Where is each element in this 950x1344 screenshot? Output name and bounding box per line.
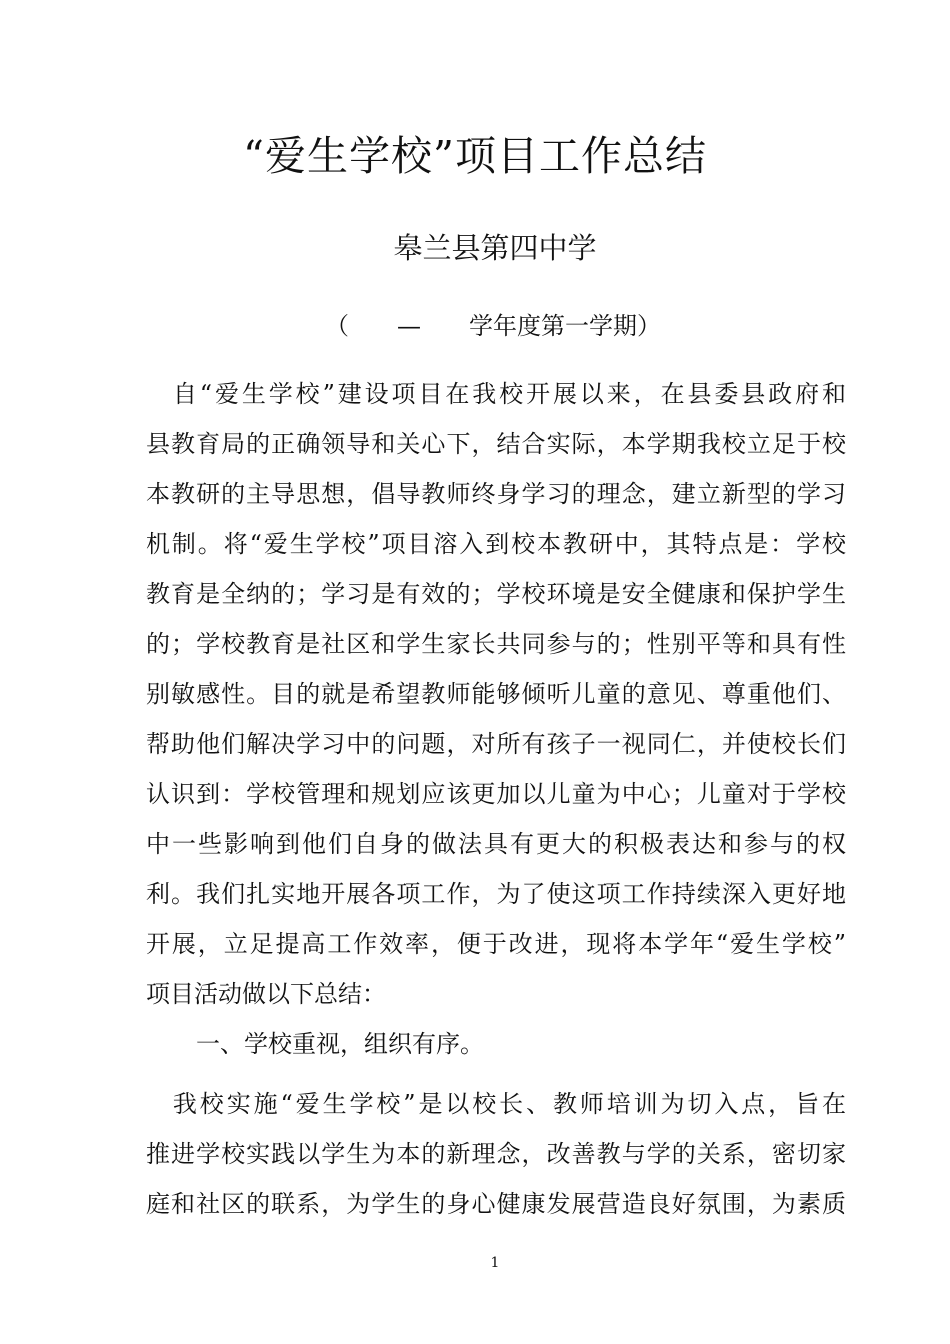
paragraph-1-line: 自“爱生学校”建设项目在我校开展以来，在县委县政府和 xyxy=(146,380,846,408)
paragraph-1-line: 县教育局的正确领导和关心下，结合实际，本学期我校立足于校 xyxy=(146,430,846,458)
school-name: 皋兰县第四中学 xyxy=(393,231,597,265)
paragraph-2-line: 推进学校实践以学生为本的新理念，改善教与学的关系，密切家 xyxy=(146,1140,846,1168)
paragraph-1-line: 机制。将“爱生学校”项目溶入到校本教研中，其特点是：学校 xyxy=(146,530,846,558)
paragraph-1-line: 利。我们扎实地开展各项工作，为了使这项工作持续深入更好地 xyxy=(146,880,846,908)
paragraph-1-line: 的；学校教育是社区和学生家长共同参与的；性别平等和具有性 xyxy=(146,630,846,658)
paragraph-2-line: 庭和社区的联系，为学生的身心健康发展营造良好氛围，为素质 xyxy=(146,1190,846,1218)
document-title: “爱生学校”项目工作总结 xyxy=(243,132,707,180)
academic-term: （ — 学年度第一学期） xyxy=(325,312,661,340)
paragraph-1-line: 认识到：学校管理和规划应该更加以儿童为中心；儿童对于学校 xyxy=(146,780,846,808)
paragraph-2-line: 我校实施“爱生学校”是以校长、教师培训为切入点，旨在 xyxy=(146,1090,846,1118)
page-number: 1 xyxy=(490,1255,500,1271)
paragraph-1-line: 中一些影响到他们自身的做法具有更大的积极表达和参与的权 xyxy=(146,830,846,858)
paragraph-1-line: 教育是全纳的；学习是有效的；学校环境是安全健康和保护学生 xyxy=(146,580,846,608)
paragraph-1-line: 开展，立足提高工作效率，便于改进，现将本学年“爱生学校” xyxy=(146,930,846,958)
paragraph-1-line: 帮助他们解决学习中的问题，对所有孩子一视同仁，并使校长们 xyxy=(146,730,846,758)
section-heading: 一、学校重视，组织有序。 xyxy=(196,1030,484,1058)
paragraph-1-line: 本教研的主导思想，倡导教师终身学习的理念，建立新型的学习 xyxy=(146,480,846,508)
paragraph-1-line: 项目活动做以下总结： xyxy=(146,980,386,1008)
paragraph-1-line: 别敏感性。目的就是希望教师能够倾听儿童的意见、尊重他们、 xyxy=(146,680,846,708)
